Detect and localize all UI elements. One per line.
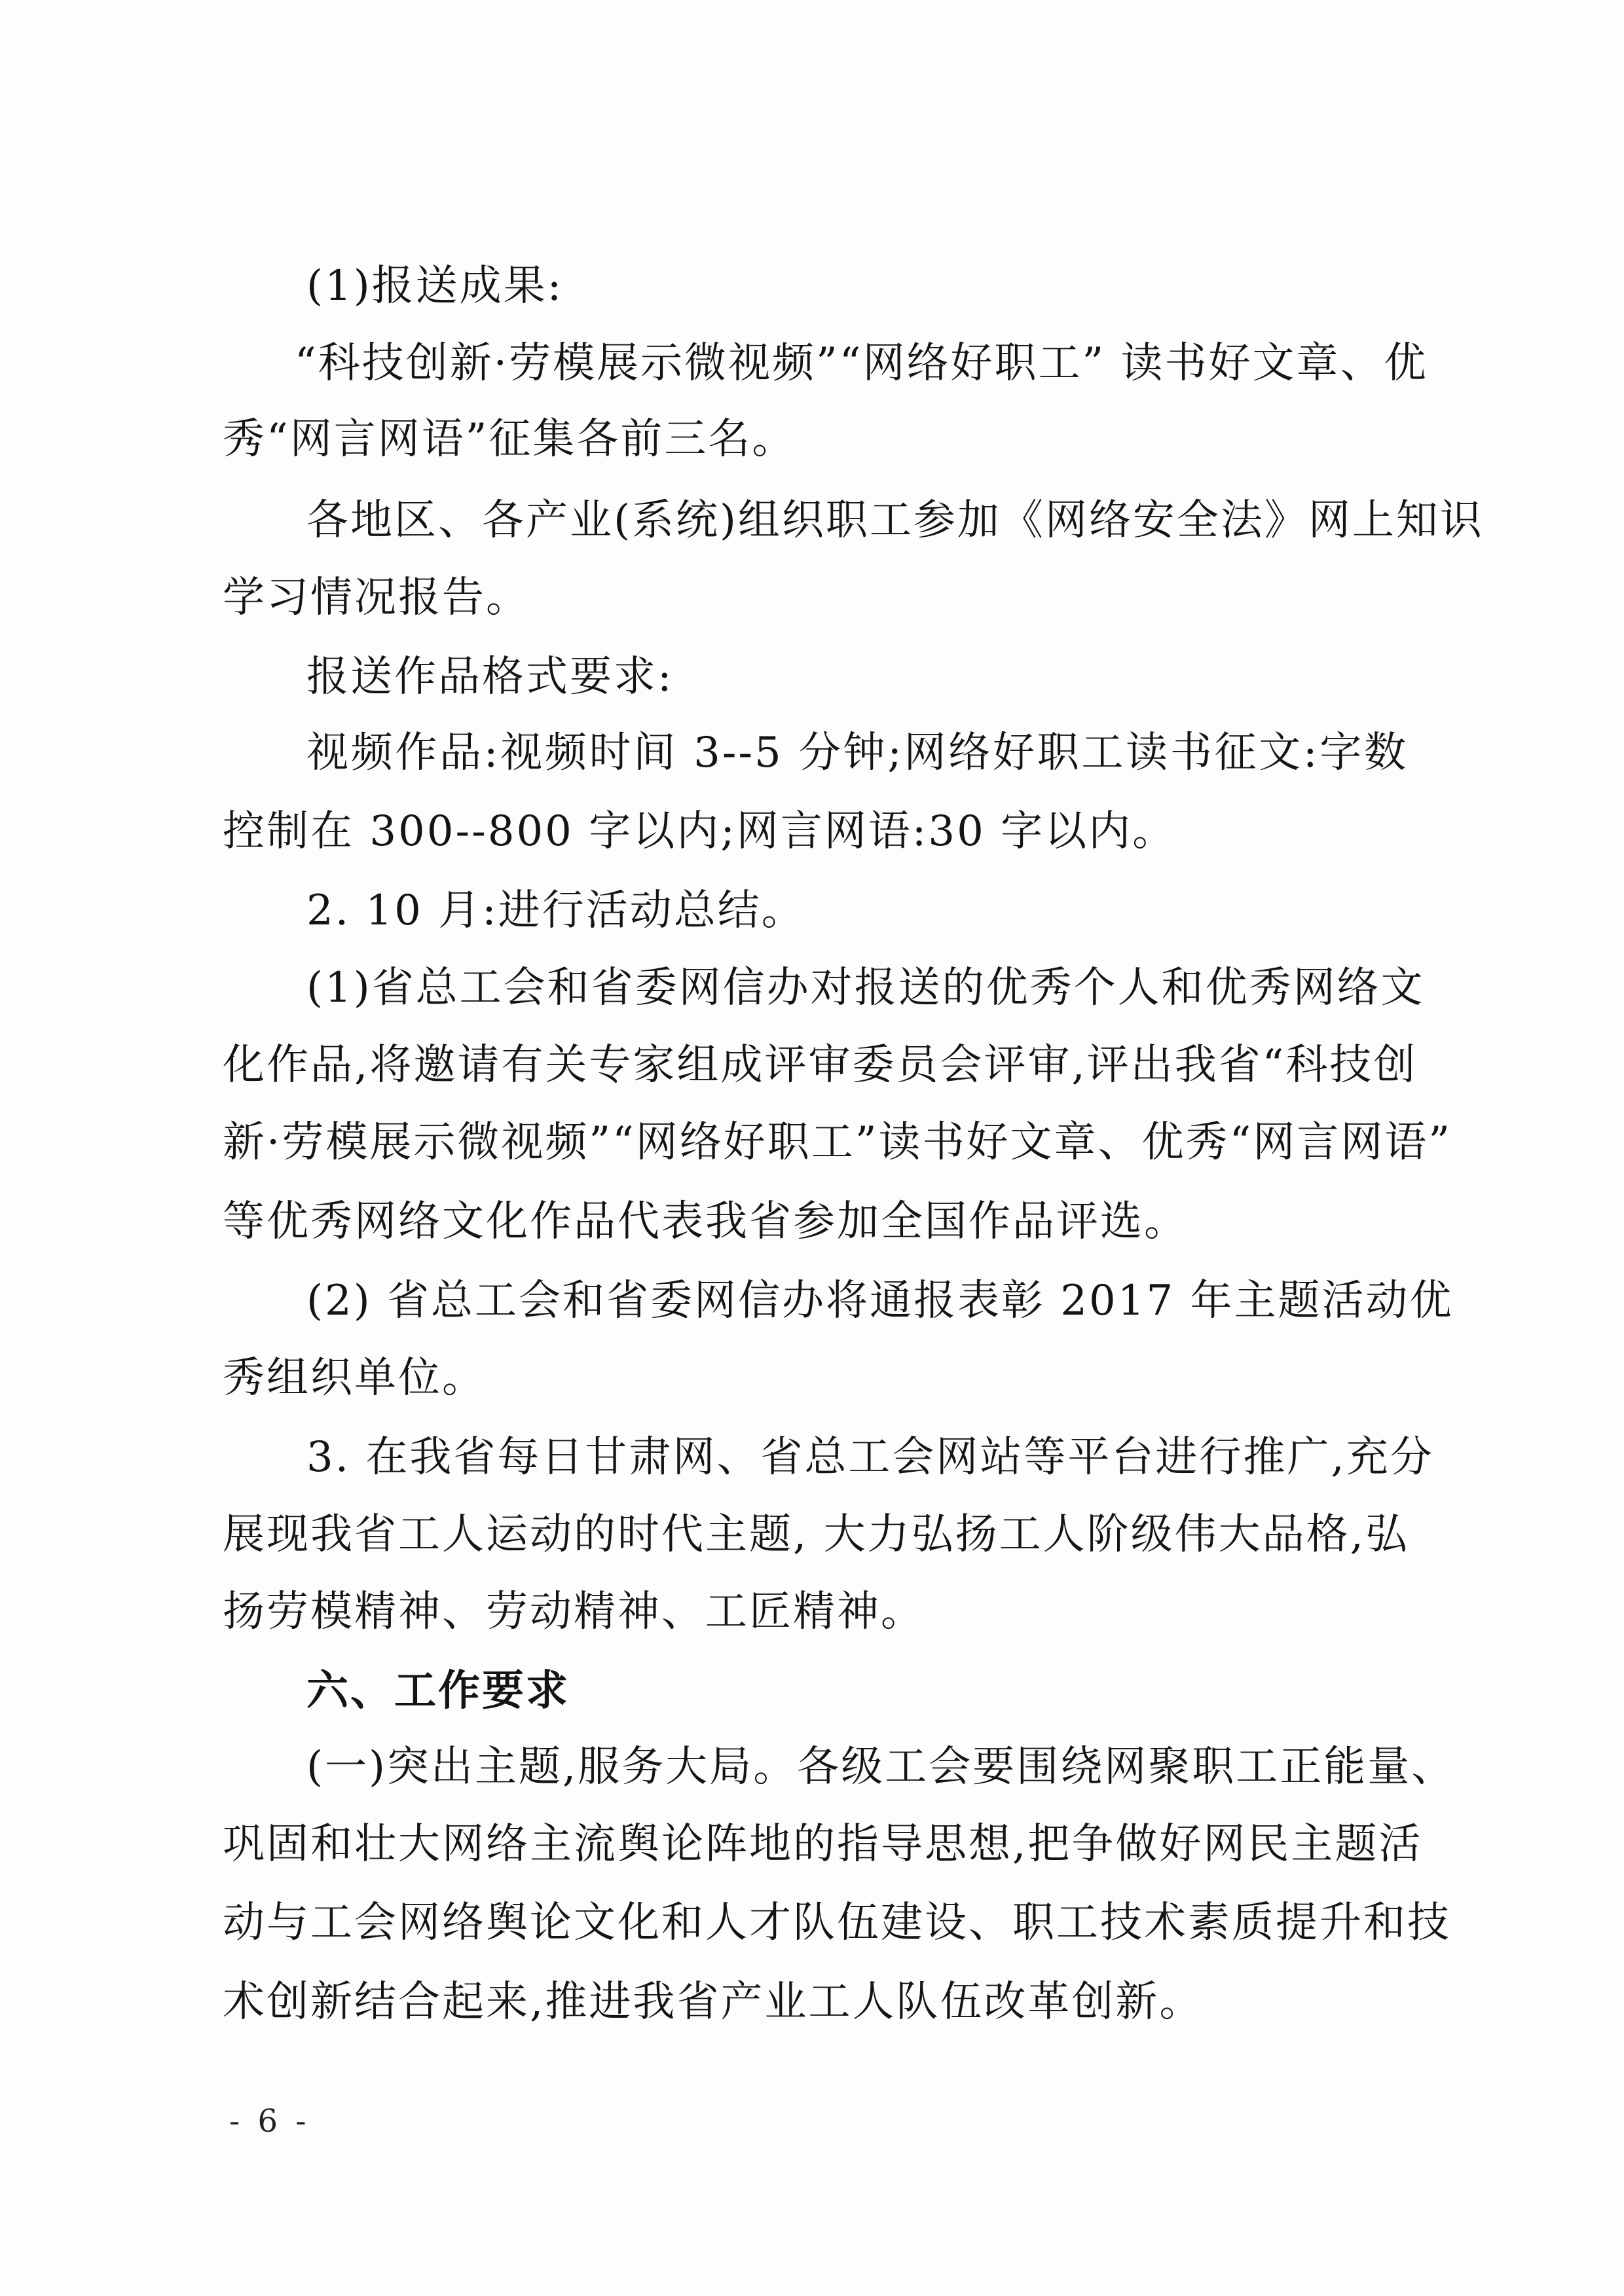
paragraph-line: 视频作品:视频时间 3--5 分钟;网络好职工读书征文:字数 bbox=[306, 729, 1408, 777]
paragraph-line: 学习情况报告。 bbox=[223, 574, 530, 622]
paragraph-line: 化作品,将邀请有关专家组成评审委员会评审,评出我省“科技创 bbox=[223, 1041, 1418, 1089]
paragraph-line: 报送作品格式要求: bbox=[306, 653, 674, 701]
paragraph-line: 巩固和壮大网络主流舆论阵地的指导思想,把争做好网民主题活 bbox=[223, 1820, 1423, 1868]
paragraph-line: 控制在 300--800 字以内;网言网语:30 字以内。 bbox=[223, 807, 1177, 856]
section-heading: 六、工作要求 bbox=[306, 1667, 570, 1715]
paragraph-line: 扬劳模精神、劳动精神、工匠精神。 bbox=[223, 1588, 925, 1636]
paragraph-line: 秀组织单位。 bbox=[223, 1354, 486, 1402]
paragraph-line: “科技创新·劳模展示微视频”“网络好职工” 读书好文章、优 bbox=[295, 339, 1428, 388]
paragraph-line: (2) 省总工会和省委网信办将通报表彰 2017 年主题活动优 bbox=[306, 1277, 1454, 1325]
paragraph-line: 秀“网言网语”征集各前三名。 bbox=[223, 415, 796, 464]
paragraph-line: 动与工会网络舆论文化和人才队伍建设、职工技术素质提升和技 bbox=[223, 1899, 1451, 1947]
paragraph-line: (1)省总工会和省委网信办对报送的优秀个人和优秀网络文 bbox=[306, 964, 1425, 1012]
paragraph-line: 2. 10 月:进行活动总结。 bbox=[306, 886, 805, 935]
paragraph-line: 新·劳模展示微视频”“网络好职工”读书好文章、优秀“网言网语” bbox=[223, 1118, 1452, 1167]
paragraph-line: (一)突出主题,服务大局。各级工会要围绕网聚职工正能量、 bbox=[306, 1743, 1456, 1791]
page-number: - 6 - bbox=[229, 2103, 310, 2140]
paragraph-line: 展现我省工人运动的时代主题, 大力弘扬工人阶级伟大品格,弘 bbox=[223, 1510, 1410, 1559]
paragraph-line: (1)报送成果: bbox=[306, 262, 564, 310]
paragraph-line: 等优秀网络文化作品代表我省参加全国作品评选。 bbox=[223, 1197, 1188, 1246]
paragraph-line: 3. 在我省每日甘肃网、省总工会网站等平台进行推广,充分 bbox=[306, 1433, 1434, 1482]
paragraph-line: 术创新结合起来,推进我省产业工人队伍改革创新。 bbox=[223, 1978, 1204, 2026]
paragraph-line: 各地区、各产业(系统)组织职工参加《网络安全法》网上知识 bbox=[306, 496, 1484, 545]
